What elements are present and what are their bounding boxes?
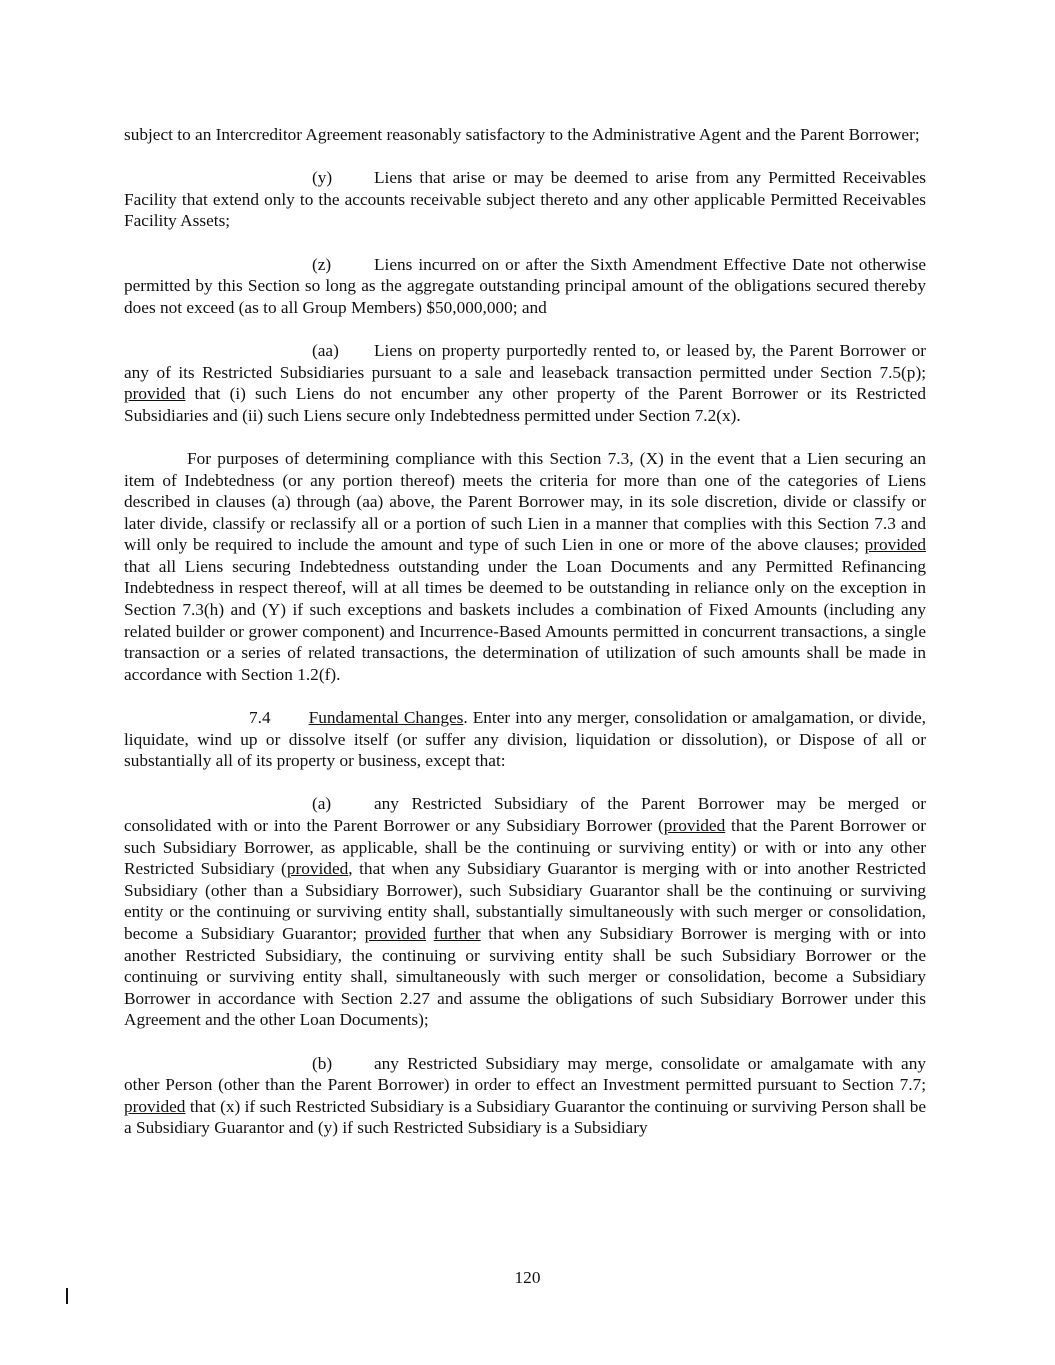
clause-a: [124, 793, 926, 1031]
section-7-4: [124, 707, 926, 772]
section-text: . Enter into any merger, consolidation or amalgamation, or divide, liquidate, wind up or dissolve itself (or suffer any division, liquidation or dissolution), or Dispose of all or substantially all of its property or business, except that:: [124, 708, 926, 771]
clause-text: Liens that arise or may be deemed to arise from any Permitted Receivables Facility that extend only to the accounts receivable subject thereto and any other applicable Permitted Receivables Facility Assets;: [124, 168, 926, 231]
clause-y: [124, 167, 926, 232]
purposes-paragraph: [124, 448, 926, 686]
clause-text: , that when any Subsidiary Guarantor is merging with or into another Restricted Subsidiary (other than a Subsidiary Borrower), such Subsidiary Guarantor shall be the continuing or surviving entity or the continuing or surviving entity shall, substantially simultaneously with such merger or consolidation, become a Subsidiary Guarantor;: [124, 859, 926, 943]
clause-text: any Restricted Subsidiary of the Parent Borrower may be merged or consolidated with or into the Parent Borrower or any Subsidiary Borrower (: [124, 794, 926, 835]
provided-term: provided: [864, 535, 926, 555]
clause-b: [124, 1053, 926, 1139]
clause-label: (b): [312, 1053, 333, 1073]
section-number: 7.4: [249, 708, 271, 728]
paragraph-text: that all Liens securing Indebtedness outstanding under the Loan Documents and any Permitted Refinancing Indebtedness in respect thereof, will at all times be deemed to be outstanding in reliance only on the exception in Section 7.3(h) and (Y) if such exceptions and baskets includes a combination of Fixed Amounts (including any related builder or grower component) and Incurrence-Based Amounts permitted in concurrent transactions, a single transaction or a series of related transactions, the determination of utilization of such amounts shall be made in accordance with Section 1.2(f).: [124, 556, 926, 684]
document-page: [124, 124, 926, 1161]
page-number: 120: [514, 1268, 541, 1287]
section-title: Fundamental Changes: [308, 708, 464, 728]
clause-text: that (x) if such Restricted Subsidiary is a Subsidiary Guarantor the continuing or surviving Person shall be a Subsidiary Guarantor and (y) if such Restricted Subsidiary is a Subsidiary: [124, 1096, 926, 1138]
clause-text: Liens on property purportedly rented to, or leased by, the Parent Borrower or any of its Restricted Subsidiaries pursuant to a sale and leaseback transaction permitted under Section 7.5(p);: [124, 340, 926, 382]
provided-term: provided: [364, 923, 427, 943]
clause-text: any Restricted Subsidiary may merge, consolidate or amalgamate with any other Person (other than the Parent Borrower) in order to effect an Investment permitted pursuant to Section 7.7;: [124, 1053, 926, 1095]
revision-change-bar: [66, 1288, 68, 1304]
clause-label: (aa): [312, 340, 339, 360]
clause-text: Liens incurred on or after the Sixth Amendment Effective Date not otherwise permitted by this Section so long as the aggregate outstanding principal amount of the obligations secured thereby does not exceed (as to all Group Members) $50,000,000; and: [124, 254, 926, 317]
provided-term: provided: [124, 1096, 186, 1116]
clause-label: (z): [312, 254, 332, 274]
clause-text: that (i) such Liens do not encumber any other property of the Parent Borrower or its Restricted Subsidiaries and (ii) such Liens secure only Indebtedness permitted under Section 7.2(x).: [124, 384, 926, 425]
paragraph-text: For purposes of determining compliance with this Section 7.3, (X) in the event that a Lien securing an item of Indebtedness (or any portion thereof) meets the criteria for more than one of the categories of Liens described in clauses (a) through (aa) above, the Parent Borrower may, in its sole discretion, divide or classify or later divide, classify or reclassify all or a portion of such Lien in a manner that complies with this Section 7.3 and will only be required to include the amount and type of such Lien in one or more of the above clauses;: [124, 448, 926, 555]
provided-term: provided: [286, 859, 349, 879]
clause-label: (y): [312, 168, 333, 188]
clause-z: [124, 254, 926, 319]
further-term: further: [433, 923, 481, 943]
heading-underline-gap: [271, 707, 309, 729]
clause-aa: [124, 340, 926, 426]
clause-label: (a): [312, 794, 332, 814]
carryover-paragraph: subject to an Intercreditor Agreement reasonably satisfactory to the Administrative Agent and the Parent Borrower;: [124, 125, 920, 144]
clause-text: that the Parent Borrower or such Subsidiary Borrower, as applicable, shall be the continuing or surviving entity) or with or into any other Restricted Subsidiary (: [124, 816, 926, 879]
provided-term: provided: [663, 816, 726, 835]
provided-term: provided: [124, 384, 186, 404]
clause-text: that when any Subsidiary Borrower is merging with or into another Restricted Subsidiary, the continuing or surviving entity shall be such Subsidiary Borrower or the continuing or surviving entity shall, simultaneously with such merger or consolidation, become a Subsidiary Borrower in accordance with Section 2.27 and assume the obligations of such Subsidiary Borrower under this Agreement and the other Loan Documents);: [124, 923, 926, 1030]
